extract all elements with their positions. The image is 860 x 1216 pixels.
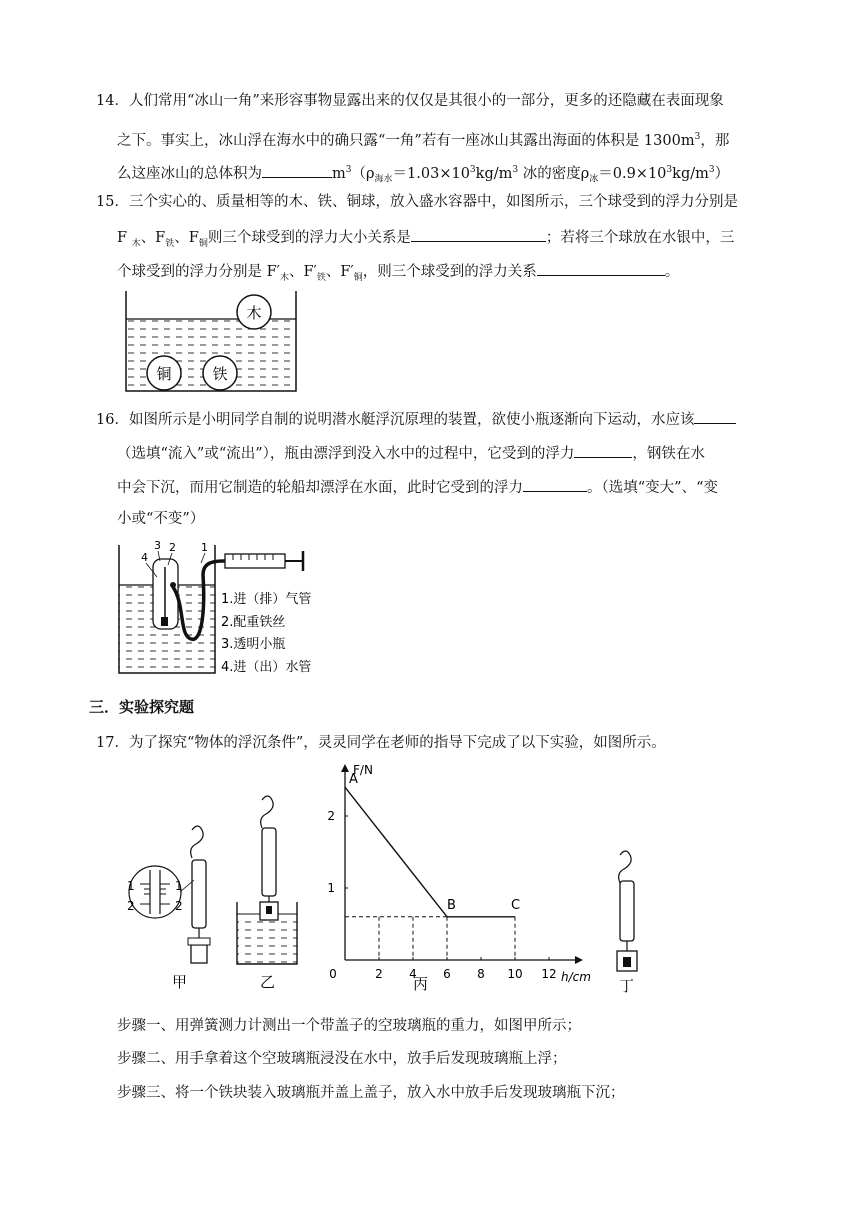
hand-icon xyxy=(191,826,203,858)
q16-text: （选填“流入”或“流出”），瓶由漂浮到没入水中的过程中，它受到的浮力 xyxy=(117,446,575,462)
fig-bing-chart xyxy=(315,760,605,995)
spring-scale xyxy=(192,860,206,928)
q14-line-1: 14．人们常用“冰山一角”来形容事物显露出来的仅仅是其很小的一部分，更多的还隐藏在表面现象 xyxy=(96,93,724,109)
q17-step-2: 步骤二、用手拿着这个空玻璃瓶浸没在水中，放手后发现玻璃瓶上浮； xyxy=(117,1051,567,1067)
iron-block xyxy=(623,957,631,967)
wood-ball-label: 木 xyxy=(246,304,262,322)
scale-label-2: 2 xyxy=(175,899,183,913)
scale-label-1: 1 xyxy=(175,879,183,893)
q14-text: ，那 xyxy=(700,132,730,149)
spring-scale xyxy=(262,828,276,896)
q15-text: 个球受到的浮力分别是 F′ xyxy=(117,264,280,280)
label-1: 1 xyxy=(201,541,208,554)
iron-block xyxy=(266,906,272,914)
q14-sub: 海水 xyxy=(374,174,393,185)
q14-line-3 xyxy=(117,160,729,190)
q16-text: ，钢铁在水 xyxy=(632,446,705,462)
q16-line-4: 小或“不变”） xyxy=(117,511,205,527)
q17-step-1: 步骤一、用弹簧测力计测出一个带盖子的空玻璃瓶的重力，如图甲所示； xyxy=(117,1018,581,1034)
q15-sub: 木 xyxy=(279,272,289,283)
q14-text: kg/m xyxy=(672,165,709,182)
scale-zoom-circle xyxy=(129,866,181,918)
q16-line-2 xyxy=(117,442,705,464)
scale-label-1: 1 xyxy=(127,879,135,893)
fig-label-yi: 乙 xyxy=(260,973,276,990)
section-heading: 三．实验探究题 xyxy=(89,698,195,716)
q14-sub: 冰 xyxy=(589,174,599,185)
q15-text: ；若将三个球放在水银中，三 xyxy=(545,230,735,246)
q17-step-3: 步骤三、将一个铁块装入玻璃瓶并盖上盖子，放入水中放手后发现玻璃瓶下沉； xyxy=(117,1085,625,1101)
q15-answer-blank-2[interactable] xyxy=(537,260,665,276)
q14-sup: 3 xyxy=(345,165,352,175)
q15-text: 、F xyxy=(174,230,199,246)
fig-label-ding: 丁 xyxy=(619,977,635,995)
x-tick-label: 4 xyxy=(409,967,417,981)
q16-text: 16．如图所示是小明同学自制的说明潜水艇浮沉原理的装置，欲使小瓶逐渐向下运动，水应该 xyxy=(96,412,695,428)
q16-line-1 xyxy=(96,408,736,430)
copper-ball-label: 铜 xyxy=(156,365,172,383)
label-2: 2 xyxy=(169,541,176,554)
q15-answer-blank-1[interactable] xyxy=(411,226,546,242)
legend-3: 3.透明小瓶 xyxy=(221,637,286,652)
q15-sub: 铁 xyxy=(165,238,175,249)
q15-line-2 xyxy=(117,226,734,254)
point-label: A xyxy=(349,772,358,788)
q14-text: kg/m xyxy=(475,165,513,182)
q14-sup: 3 xyxy=(666,165,673,175)
q16-answer-blank-1[interactable] xyxy=(694,408,736,424)
y-axis-label: F/N xyxy=(353,763,373,777)
q14-text: ＝1.03×10 xyxy=(392,165,470,182)
q16-answer-blank-2[interactable] xyxy=(574,442,632,458)
q15-sub: 木 xyxy=(131,238,141,249)
q15-sub: 铜 xyxy=(198,238,208,249)
data-line xyxy=(345,787,515,917)
q16-line-3 xyxy=(117,476,718,498)
hand-icon xyxy=(619,851,631,883)
legend-2: 2.配重铁丝 xyxy=(221,615,286,630)
q15-text: 、F xyxy=(140,230,166,246)
q15-sub: 铜 xyxy=(353,272,363,283)
q17-intro: 17．为了探究“物体的浮沉条件”，灵灵同学在老师的指导下完成了以下实验，如图所示。 xyxy=(96,735,666,751)
x-tick-label: 6 xyxy=(443,967,451,981)
q15-text: 。 xyxy=(664,264,680,280)
point-label: C xyxy=(511,897,521,913)
q15-sub: 铁 xyxy=(316,272,326,283)
label-4: 4 xyxy=(141,551,148,564)
q15-text: F xyxy=(117,230,128,246)
label-3: 3 xyxy=(154,539,161,552)
spring-scale xyxy=(620,881,634,941)
q14-text: （ρ xyxy=(351,165,375,182)
hand-icon xyxy=(261,796,273,828)
q15-text: 则三个球受到的浮力大小关系是 xyxy=(207,230,411,246)
x-tick-label: 12 xyxy=(541,967,557,981)
y-tick-label: 2 xyxy=(327,809,335,823)
q14-sup: 3 xyxy=(708,165,715,175)
q16-text: 中会下沉，而用它制造的轮船却漂浮在水面，此时它受到的浮力 xyxy=(117,480,523,496)
fig-jia xyxy=(122,820,222,990)
iron-weight xyxy=(161,617,168,626)
q14-unit: m xyxy=(332,165,346,182)
point-label: B xyxy=(447,897,456,913)
q15-line-3 xyxy=(117,260,679,288)
iron-ball-label: 铁 xyxy=(212,365,228,383)
x-tick-label: 10 xyxy=(507,967,523,981)
legend-4: 4.进（出）水管 xyxy=(221,660,312,675)
q16-text: 。（选填“变大”、“变 xyxy=(587,480,718,496)
x-tick-label: 0 xyxy=(329,967,337,981)
q14-line-2 xyxy=(117,127,729,151)
q14-sup: 3 xyxy=(469,165,476,175)
legend-1: 1.进（排）气管 xyxy=(221,592,312,607)
fig-yi xyxy=(232,790,307,990)
q15-line-1: 15．三个实心的、质量相等的木、铁、铜球，放入盛水容器中，如图所示，三个球受到的浮力分别是 xyxy=(96,194,738,210)
y-tick-label: 1 xyxy=(327,881,335,895)
scale-label-2: 2 xyxy=(127,899,135,913)
q14-sup: 3 xyxy=(694,132,701,142)
x-axis-arrow xyxy=(575,956,583,964)
q16-submarine-figure xyxy=(113,535,343,680)
bottle-cap xyxy=(188,938,210,945)
q16-answer-blank-3[interactable] xyxy=(523,476,587,492)
water-fill xyxy=(237,914,297,964)
fig-label-jia: 甲 xyxy=(172,973,188,990)
q14-text: 么这座冰山的总体积为 xyxy=(117,165,262,182)
q15-text: 、F′ xyxy=(288,264,317,280)
q15-container-figure xyxy=(115,285,305,397)
glass-bottle xyxy=(191,945,207,963)
x-tick-label: 8 xyxy=(477,967,485,981)
y-axis-arrow xyxy=(341,764,349,772)
fig-ding xyxy=(605,845,650,995)
q14-answer-blank[interactable] xyxy=(262,162,332,178)
q14-text: ） xyxy=(714,165,730,182)
syringe-barrel xyxy=(225,554,285,568)
q14-sup: 3 xyxy=(512,165,519,175)
q15-text: 、F′ xyxy=(325,264,354,280)
q14-text: 之下。事实上，冰山浮在海水中的确只露“一角”若有一座冰山其露出海面的体积是 1300m xyxy=(117,132,695,149)
fig-label-bing: 丙 xyxy=(413,975,429,993)
x-tick-label: 2 xyxy=(375,967,383,981)
x-axis-label: h/cm xyxy=(561,970,591,984)
q15-text: ，则三个球受到的浮力关系 xyxy=(362,264,537,280)
q14-text: 冰的密度ρ xyxy=(518,165,590,182)
q14-text: ＝0.9×10 xyxy=(598,165,667,182)
